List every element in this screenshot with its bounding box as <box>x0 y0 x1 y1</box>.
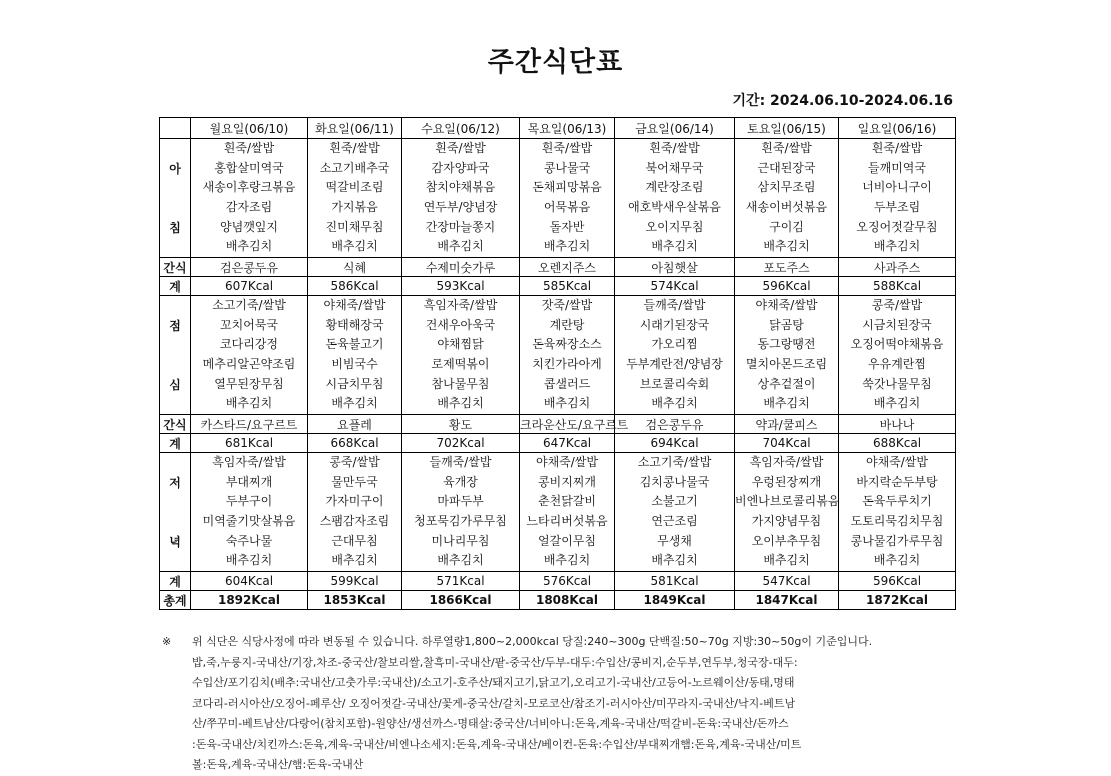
kcal-cell: 588Kcal <box>839 277 956 296</box>
snack-label: 간식 <box>160 415 191 434</box>
dish-item: 잣죽/쌀밥 <box>541 298 593 313</box>
dish-cell <box>308 453 402 572</box>
origin-line: 볼:돈육,계육-국내산/햄:돈육-국내산 <box>192 758 364 771</box>
total-row <box>160 591 956 610</box>
dish-item: 참나물무침 <box>431 376 490 391</box>
dish-item: 비엔나브로콜리볶음 <box>735 494 840 509</box>
dish-item: 멸치아몬드조림 <box>745 357 828 371</box>
dish-item: 애호박새우살볶음 <box>628 200 721 214</box>
kcal-cell: 607Kcal <box>191 277 308 296</box>
dish-item: 새송이버섯볶음 <box>745 200 828 214</box>
dish-item: 근대무침 <box>331 533 378 548</box>
origin-line: :돈육-국내산/치킨까스:돈육,계육-국내산/비엔나소세지:돈육,계육-국내산/베이컨-돈육:수입산/부대찌개햄:돈육,계육-국내산/미트 <box>192 737 802 751</box>
dish-item: 배추김치 <box>873 239 921 254</box>
dish-item: 배추김치 <box>437 396 484 411</box>
dish-item: 배추김치 <box>331 239 378 254</box>
dish-item: 배추김치 <box>437 553 484 568</box>
dish-item: 두부구이 <box>225 494 273 509</box>
day-header: 월요일(06/10) <box>191 118 308 139</box>
dish-item: 숙주나물 <box>225 533 273 548</box>
kcal-cell: 585Kcal <box>520 277 615 296</box>
dish-item: 마파두부 <box>437 494 484 509</box>
dish-item: 야채죽/쌀밥 <box>323 298 386 313</box>
dish-item: 구이김 <box>769 219 804 234</box>
dish-item: 부대찌개 <box>225 474 273 489</box>
meal-label-char: 녁 <box>169 535 181 549</box>
day-header-row <box>160 118 956 139</box>
breakfast-kcal-row <box>160 277 956 296</box>
dish-item: 미역줄기맛살볶음 <box>202 514 296 528</box>
origin-line: 수입산/포기김치(배추:국내산/고춧가루:국내산)/소고기-호주산/돼지고기,닭고기,오리고기-국내산/고등어-노르웨이산/동태,명태 <box>192 676 795 689</box>
dish-item: 간장마늘쫑지 <box>425 219 496 234</box>
dish-cell <box>735 296 839 415</box>
dish-item: 오이부추무침 <box>751 533 822 548</box>
dish-item: 계란장조림 <box>645 180 704 195</box>
origin-line: 밥,죽,누룽지-국내산/기장,차조-중국산/찰보리쌀,찰흑미-국내산/팥-중국산/두부-대두:수입산/콩비지,순두부,연두부,청국장-대두: <box>192 655 798 669</box>
dish-item: 우렁된장찌개 <box>751 474 822 489</box>
dish-item: 들깨죽/쌀밥 <box>643 298 706 313</box>
dish-item: 콩죽/쌀밥 <box>871 298 923 313</box>
dish-item: 가오리찜 <box>651 337 698 352</box>
dish-item: 흑임자죽/쌀밥 <box>749 455 824 470</box>
note-first: 위 식단은 식당사정에 따라 변동될 수 있습니다. 하루열량1,800~2,000kcal 당질:240~300g 단백질:50~70g 지방:30~50g이 기준입니다. <box>192 635 873 648</box>
dish-item: 브로콜리숙회 <box>639 376 710 391</box>
dish-item: 배추김치 <box>331 553 378 568</box>
dish-item: 춘천닭갈비 <box>538 494 596 509</box>
dish-item: 콩비지찌개 <box>538 474 596 489</box>
dish-item: 닭곰탕 <box>769 317 804 332</box>
kcal-cell: 574Kcal <box>615 277 735 296</box>
total-kcal-cell: 1866Kcal <box>402 591 520 610</box>
dish-item: 동그랑땡전 <box>757 337 816 352</box>
dish-item: 참치야채볶음 <box>425 180 496 195</box>
snack-cell: 카스타드/요구르트 <box>191 415 308 434</box>
dish-item: 시금치무침 <box>325 376 384 391</box>
dish-item: 배추김치 <box>763 239 810 254</box>
snack-cell: 식혜 <box>308 258 402 277</box>
snack-cell: 요플레 <box>308 415 402 434</box>
total-kcal-cell: 1849Kcal <box>615 591 735 610</box>
dish-item: 황태해장국 <box>325 317 384 332</box>
day-header: 일요일(06/16) <box>839 118 956 139</box>
dish-cell <box>520 453 615 572</box>
total-kcal-cell: 1872Kcal <box>839 591 956 610</box>
origin-line: 산/쭈꾸미-베트남산/다랑어(참치포함)-원양산/생선까스-명태살:중국산/너비아니:돈육,계육-국내산/떡갈비-돈육:국내산/돈까스 <box>192 717 789 730</box>
dish-cell <box>308 296 402 415</box>
subtotal-label: 계 <box>160 434 191 453</box>
meal-label-char: 저 <box>169 476 181 490</box>
dish-item: 근대된장국 <box>757 160 816 175</box>
kcal-cell: 688Kcal <box>839 434 956 453</box>
lunch-kcal-row <box>160 434 956 453</box>
snack-cell: 바나나 <box>839 415 956 434</box>
dish-item: 흰죽/쌀밥 <box>541 141 593 156</box>
snack-cell: 황도 <box>402 415 520 434</box>
dish-item: 배추김치 <box>225 396 273 411</box>
day-header: 화요일(06/11) <box>308 118 402 139</box>
dish-item: 쑥갓나물무침 <box>862 376 932 391</box>
notes <box>162 632 922 776</box>
dish-item: 우유계란찜 <box>868 357 926 371</box>
dish-item: 육개장 <box>443 474 478 489</box>
dish-item: 진미채무침 <box>325 219 384 234</box>
dish-item: 들깨죽/쌀밥 <box>429 455 492 470</box>
lunch-label <box>160 296 191 415</box>
dish-item: 청포묵김가루무침 <box>414 514 507 528</box>
total-kcal-cell: 1808Kcal <box>520 591 615 610</box>
dish-item: 홍합살미역국 <box>214 160 284 175</box>
kcal-cell: 702Kcal <box>402 434 520 453</box>
dish-cell <box>402 453 520 572</box>
page-title: 주간식단표 <box>487 47 624 78</box>
dish-item: 콩나물김가루무침 <box>850 533 944 548</box>
origin-line: 코다리-러시아산/오징어-페루산/ 오징어젓갈-국내산/꽃게-중국산/갈치-모로코산/참조기-러시아산/미꾸라지-국내산/낙지-베트남 <box>192 696 796 710</box>
snack-cell: 수제미숫가루 <box>402 258 520 277</box>
dish-item: 계란탕 <box>549 317 585 332</box>
dish-item: 느타리버섯볶음 <box>526 514 608 528</box>
dinner-dishes-row <box>160 453 956 572</box>
dish-item: 돈육불고기 <box>325 337 384 352</box>
dish-item: 콩나물국 <box>543 160 591 175</box>
dish-item: 가지양념무침 <box>751 514 822 528</box>
dish-item: 코다리강정 <box>220 337 278 352</box>
dish-item: 삼치무조림 <box>757 180 816 195</box>
dish-item: 너비아니구이 <box>862 180 932 195</box>
snack-label: 간식 <box>160 258 191 277</box>
dish-item: 들깨미역국 <box>868 160 926 175</box>
dish-item: 흰죽/쌀밥 <box>761 141 812 156</box>
dish-item: 바지락순두부탕 <box>856 474 938 489</box>
dish-item: 감자조림 <box>225 200 273 214</box>
day-header: 목요일(06/13) <box>520 118 615 139</box>
dish-item: 메추리알곤약조림 <box>202 357 296 371</box>
kcal-cell: 581Kcal <box>615 572 735 591</box>
dish-item: 흰죽/쌀밥 <box>329 141 380 156</box>
dish-item: 김치콩나물국 <box>639 474 710 489</box>
dish-item: 감자양파국 <box>431 160 490 175</box>
dish-item: 가자미구이 <box>325 494 384 509</box>
dish-cell <box>615 139 735 258</box>
snack-cell: 크라운산도/요구르트 <box>520 415 615 434</box>
dish-item: 새송이후랑크볶음 <box>202 180 296 195</box>
kcal-cell: 547Kcal <box>735 572 839 591</box>
note-mark: ※ <box>162 635 172 648</box>
dish-item: 배추김치 <box>651 553 698 568</box>
snack-cell: 포도주스 <box>735 258 839 277</box>
snack-cell: 사과주스 <box>839 258 956 277</box>
dish-item: 콥샐러드 <box>543 376 591 391</box>
dish-item: 북어채무국 <box>645 160 704 175</box>
dish-item: 물만두국 <box>331 474 378 489</box>
dish-cell <box>520 139 615 258</box>
dish-item: 배추김치 <box>543 553 591 568</box>
dish-item: 건새우아욱국 <box>425 317 496 332</box>
dish-item: 꼬치어묵국 <box>220 317 278 332</box>
snack-cell: 아침햇살 <box>615 258 735 277</box>
kcal-cell: 668Kcal <box>308 434 402 453</box>
dish-item: 가지볶음 <box>331 200 378 214</box>
dish-cell <box>520 296 615 415</box>
breakfast-dishes-row <box>160 139 956 258</box>
dish-item: 흑임자죽/쌀밥 <box>423 298 498 313</box>
dish-item: 야채죽/쌀밥 <box>865 455 928 470</box>
dish-item: 흰죽/쌀밥 <box>223 141 275 156</box>
dish-item: 치킨가라아게 <box>532 357 602 371</box>
dish-item: 연두부/양념장 <box>423 200 498 214</box>
total-kcal-cell: 1892Kcal <box>191 591 308 610</box>
dish-item: 배추김치 <box>225 553 273 568</box>
dish-item: 돌자반 <box>549 219 585 234</box>
total-label: 총계 <box>160 591 191 610</box>
dish-item: 야채죽/쌀밥 <box>755 298 818 313</box>
kcal-cell: 604Kcal <box>191 572 308 591</box>
corner-cell <box>160 118 191 139</box>
dish-cell <box>735 139 839 258</box>
dish-item: 양념깻잎지 <box>220 219 278 234</box>
dish-item: 소고기죽/쌀밥 <box>212 298 286 313</box>
kcal-cell: 586Kcal <box>308 277 402 296</box>
meal-label-char: 침 <box>169 221 181 235</box>
dish-item: 배추김치 <box>543 239 591 254</box>
dish-item: 로제떡볶이 <box>431 357 490 371</box>
dish-item: 배추김치 <box>763 553 810 568</box>
dish-item: 무생채 <box>657 533 692 548</box>
dish-item: 배추김치 <box>651 396 698 411</box>
dish-item: 콩죽/쌀밥 <box>329 455 380 470</box>
dish-item: 야채죽/쌀밥 <box>535 455 598 470</box>
dish-cell <box>402 296 520 415</box>
kcal-cell: 681Kcal <box>191 434 308 453</box>
snack-cell: 검은콩두유 <box>615 415 735 434</box>
dish-item: 비빔국수 <box>331 357 378 371</box>
kcal-cell: 704Kcal <box>735 434 839 453</box>
dish-item: 스팸감자조림 <box>319 514 390 528</box>
total-kcal-cell: 1847Kcal <box>735 591 839 610</box>
dish-item: 소고기배추국 <box>319 160 390 175</box>
origin-info <box>162 653 922 776</box>
period-label: 기간: 2024.06.10-2024.06.16 <box>732 93 953 109</box>
dish-cell <box>615 296 735 415</box>
kcal-cell: 647Kcal <box>520 434 615 453</box>
dish-cell <box>615 453 735 572</box>
dish-item: 오징어떡야채볶음 <box>850 337 944 352</box>
dish-item: 흑임자죽/쌀밥 <box>212 455 286 470</box>
dish-item: 어묵볶음 <box>543 200 591 214</box>
dish-item: 돈채피망볶음 <box>532 180 602 195</box>
dish-cell <box>735 453 839 572</box>
kcal-cell: 596Kcal <box>839 572 956 591</box>
dish-cell <box>191 139 308 258</box>
dish-item: 열무된장무침 <box>214 376 284 391</box>
dish-item: 야채찜닭 <box>437 337 484 352</box>
meal-label-char: 점 <box>169 319 181 333</box>
dish-item: 떡갈비조림 <box>325 180 384 195</box>
total-kcal-cell: 1853Kcal <box>308 591 402 610</box>
dinner-label-chars <box>160 453 190 571</box>
dish-item: 도토리묵김치무침 <box>850 514 944 528</box>
subtotal-label: 계 <box>160 572 191 591</box>
lunch-snack-row <box>160 415 956 434</box>
kcal-cell: 593Kcal <box>402 277 520 296</box>
dish-item: 돈육두루치기 <box>862 494 932 509</box>
dish-item: 배추김치 <box>873 396 921 411</box>
dish-item: 배추김치 <box>331 396 378 411</box>
dish-item: 두부조림 <box>873 200 921 214</box>
day-header: 수요일(06/12) <box>402 118 520 139</box>
dinner-label <box>160 453 191 572</box>
dish-item: 두부계란전/양념장 <box>626 357 723 371</box>
dish-item: 얼갈이무침 <box>538 533 596 548</box>
weekly-menu-table <box>159 117 956 610</box>
dish-cell <box>839 139 956 258</box>
day-header: 금요일(06/14) <box>615 118 735 139</box>
dish-item: 오징어젓갈무침 <box>856 219 938 234</box>
dish-item: 배추김치 <box>225 239 273 254</box>
dish-item: 흰죽/쌀밥 <box>649 141 700 156</box>
breakfast-label <box>160 139 191 258</box>
kcal-cell: 599Kcal <box>308 572 402 591</box>
dish-cell <box>308 139 402 258</box>
dish-item: 오이지무침 <box>645 219 704 234</box>
meal-label-char: 아 <box>169 162 181 176</box>
dish-item: 배추김치 <box>763 396 810 411</box>
snack-cell: 검은콩두유 <box>191 258 308 277</box>
dinner-kcal-row <box>160 572 956 591</box>
dish-item: 돈육짜장소스 <box>532 337 602 352</box>
dish-item: 흰죽/쌀밥 <box>435 141 486 156</box>
lunch-label-chars <box>160 296 190 414</box>
dish-item: 소고기죽/쌀밥 <box>637 455 712 470</box>
snack-cell: 약과/쿨피스 <box>735 415 839 434</box>
meal-label-char: 심 <box>169 378 181 392</box>
snack-cell: 오렌지주스 <box>520 258 615 277</box>
dish-item: 배추김치 <box>437 239 484 254</box>
breakfast-label-chars <box>160 139 190 257</box>
dish-item: 흰죽/쌀밥 <box>871 141 923 156</box>
dish-cell <box>839 453 956 572</box>
subtotal-label: 계 <box>160 277 191 296</box>
dish-cell <box>191 296 308 415</box>
dish-item: 시금치된장국 <box>862 317 932 332</box>
kcal-cell: 576Kcal <box>520 572 615 591</box>
dish-cell <box>402 139 520 258</box>
day-header: 토요일(06/15) <box>735 118 839 139</box>
dish-item: 배추김치 <box>873 553 921 568</box>
dish-item: 배추김치 <box>651 239 698 254</box>
kcal-cell: 571Kcal <box>402 572 520 591</box>
dish-item: 연근조림 <box>651 514 698 528</box>
kcal-cell: 596Kcal <box>735 277 839 296</box>
dish-item: 미나리무침 <box>431 533 490 548</box>
dish-cell <box>839 296 956 415</box>
dish-cell <box>191 453 308 572</box>
dish-item: 소불고기 <box>651 494 698 509</box>
dish-item: 시래기된장국 <box>639 317 710 332</box>
lunch-dishes-row <box>160 296 956 415</box>
breakfast-snack-row <box>160 258 956 277</box>
dish-item: 상추겉절이 <box>757 376 816 391</box>
kcal-cell: 694Kcal <box>615 434 735 453</box>
dish-item: 배추김치 <box>543 396 591 411</box>
